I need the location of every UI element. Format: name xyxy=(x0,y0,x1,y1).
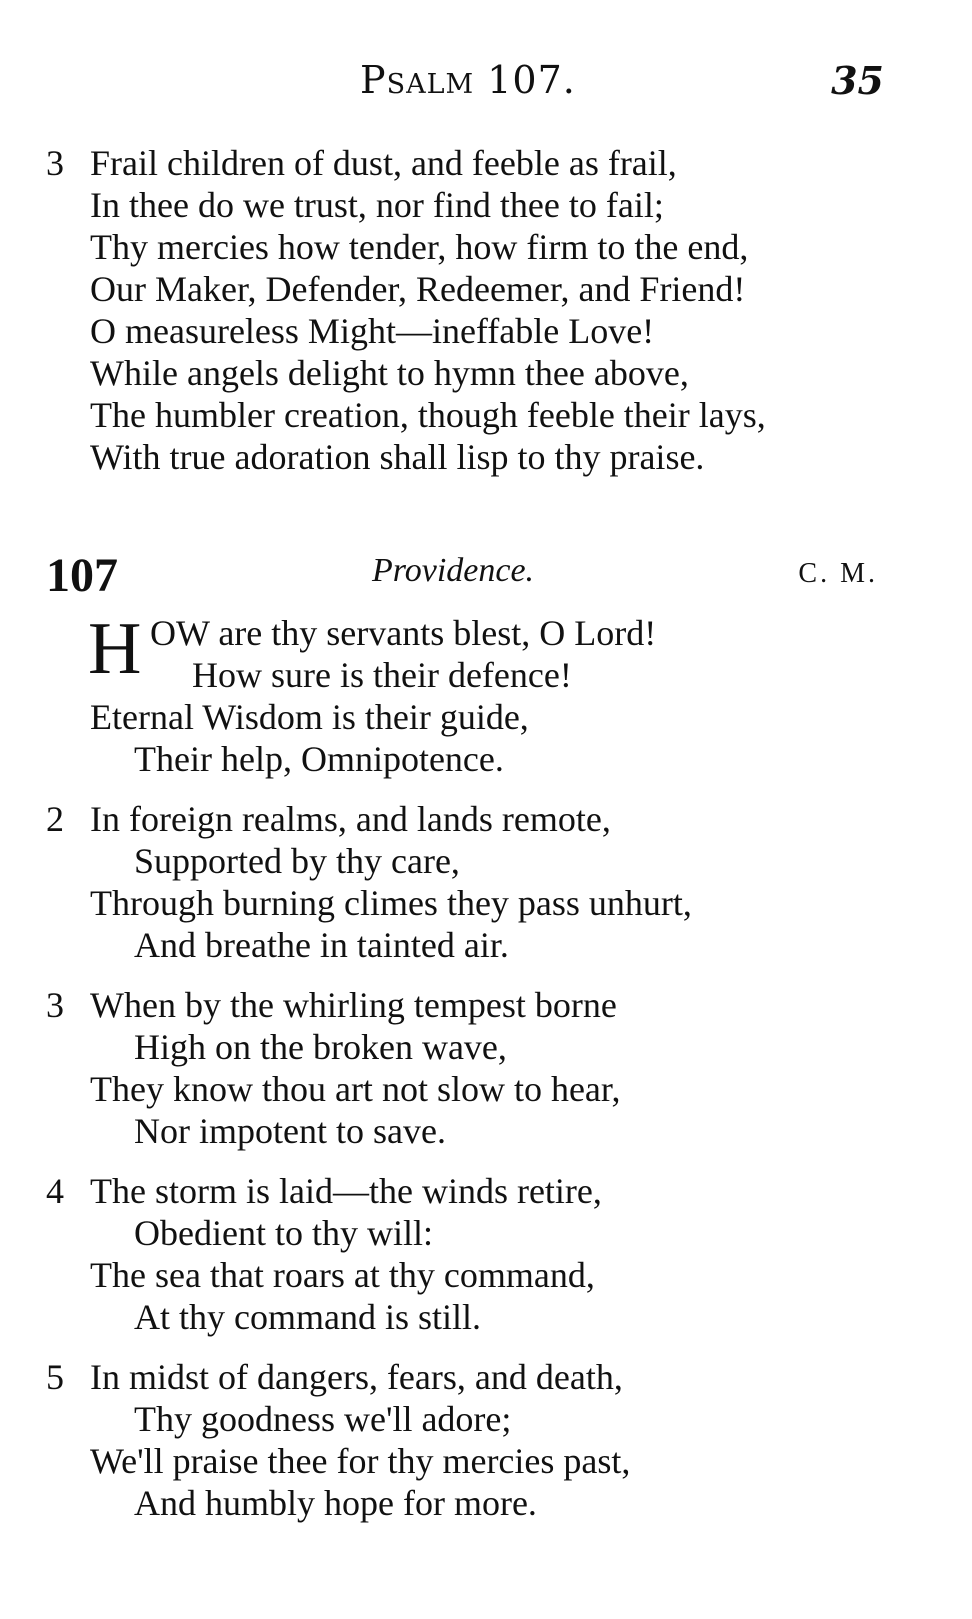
running-title: Psalm 107. xyxy=(360,58,576,102)
hymn-meter: C. M. xyxy=(798,558,878,589)
hymn-number: 107 xyxy=(46,549,118,602)
verse-line: In thee do we trust, nor find thee to fail; xyxy=(90,185,664,225)
verse-line: When by the whirling tempest borne xyxy=(90,985,617,1025)
stanza-number: 4 xyxy=(46,1171,64,1211)
verse-line: Supported by thy care, xyxy=(134,841,460,881)
verse-line: O measureless Might—ineffable Love! xyxy=(90,311,655,351)
verse-line: And breathe in tainted air. xyxy=(134,925,509,965)
verse-line: Eternal Wisdom is their guide, xyxy=(90,697,529,737)
verse-line: In foreign realms, and lands remote, xyxy=(90,799,611,839)
verse-line: Nor impotent to save. xyxy=(134,1111,446,1151)
verse-line: We'll praise thee for thy mercies past, xyxy=(90,1441,631,1481)
verse-line: High on the broken wave, xyxy=(134,1027,507,1067)
verse-line: The humbler creation, though feeble their lays, xyxy=(90,395,766,435)
stanza-number: 2 xyxy=(46,799,64,839)
verse-line: Our Maker, Defender, Redeemer, and Friend! xyxy=(90,269,746,309)
page-number: 35 xyxy=(831,58,884,103)
verse-line: Obedient to thy will: xyxy=(134,1213,433,1253)
stanza-number: 3 xyxy=(46,985,64,1025)
verse-line: Thy goodness we'll adore; xyxy=(134,1399,512,1439)
stanza-number: 5 xyxy=(46,1357,64,1397)
verse-line: In midst of dangers, fears, and death, xyxy=(90,1357,623,1397)
drop-cap: H xyxy=(88,608,142,690)
verse-line: The sea that roars at thy command, xyxy=(90,1255,595,1295)
verse-line: Their help, Omnipotence. xyxy=(134,739,504,779)
hymn-title: Providence. xyxy=(372,552,535,589)
verse-line: OW are thy servants blest, O Lord! xyxy=(150,613,657,653)
verse-line: Thy mercies how tender, how firm to the end, xyxy=(90,227,749,267)
verse-line: Through burning climes they pass unhurt, xyxy=(90,883,692,923)
verse-line: And humbly hope for more. xyxy=(134,1483,537,1523)
verse-line: They know thou art not slow to hear, xyxy=(90,1069,621,1109)
verse-line: How sure is their defence! xyxy=(192,655,572,695)
stanza-number: 3 xyxy=(46,143,64,183)
verse-line: With true adoration shall lisp to thy praise. xyxy=(90,437,705,477)
verse-line: The storm is laid—the winds retire, xyxy=(90,1171,602,1211)
verse-line: At thy command is still. xyxy=(134,1297,481,1337)
verse-line: Frail children of dust, and feeble as frail, xyxy=(90,143,677,183)
verse-line: While angels delight to hymn thee above, xyxy=(90,353,689,393)
